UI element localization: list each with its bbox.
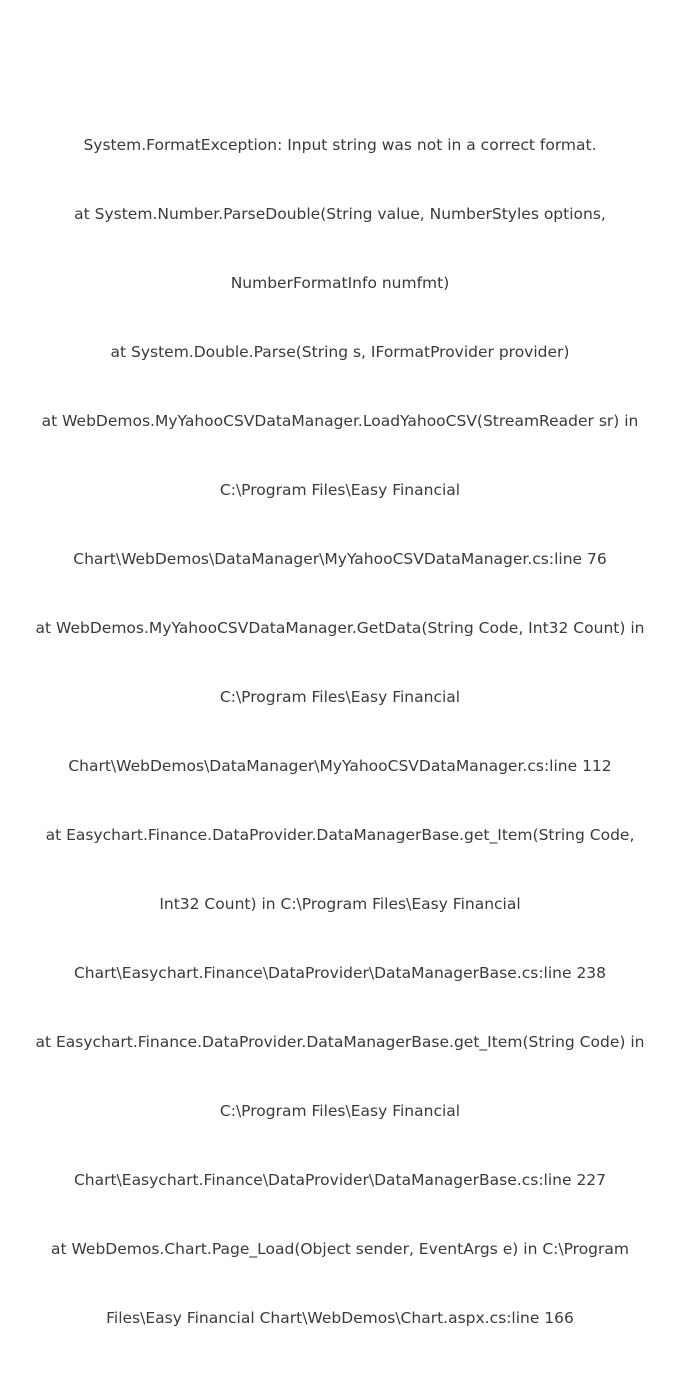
stack-trace-line: Files\Easy Financial Chart\WebDemos\Chart.aspx.cs:line 166 (106, 1309, 574, 1327)
exception-stack-trace (0, 88, 680, 1376)
stack-trace-line: C:\Program Files\Easy Financial (219, 481, 461, 499)
stack-trace-line: C:\Program Files\Easy Financial (219, 688, 461, 706)
stack-trace-line: at Easychart.Finance.DataProvider.DataManagerBase.get_Item(String Code, (45, 826, 635, 844)
stack-trace-line: at WebDemos.Chart.Page_Load(Object sender, EventArgs e) in C:\Program (50, 1240, 629, 1258)
stack-trace-line: Chart\Easychart.Finance\DataProvider\DataManagerBase.cs:line 238 (73, 964, 607, 982)
stack-trace-line: Chart\WebDemos\DataManager\MyYahooCSVDataManager.cs:line 76 (73, 550, 607, 568)
stack-trace-line: at System.Number.ParseDouble(String value, NumberStyles options, (74, 205, 606, 223)
stack-trace-line: at Easychart.Finance.DataProvider.DataManagerBase.get_Item(String Code) in (35, 1033, 645, 1051)
stack-trace-line: System.FormatException: Input string was not in a correct format. (83, 136, 597, 154)
stack-trace-line: at WebDemos.MyYahooCSVDataManager.LoadYahooCSV(StreamReader sr) in (41, 412, 639, 430)
stack-trace-line: at System.Double.Parse(String s, IFormatProvider provider) (110, 343, 570, 361)
stack-trace-line: Chart\WebDemos\DataManager\MyYahooCSVDataManager.cs:line 112 (68, 757, 612, 775)
stack-trace-line: Int32 Count) in C:\Program Files\Easy Financial (159, 895, 521, 913)
stack-trace-line: Chart\Easychart.Finance\DataProvider\DataManagerBase.cs:line 227 (73, 1171, 607, 1189)
stack-trace-line: C:\Program Files\Easy Financial (219, 1102, 461, 1120)
stack-trace-line: at WebDemos.MyYahooCSVDataManager.GetData(String Code, Int32 Count) in (35, 619, 645, 637)
stack-trace-line: NumberFormatInfo numfmt) (230, 274, 450, 292)
